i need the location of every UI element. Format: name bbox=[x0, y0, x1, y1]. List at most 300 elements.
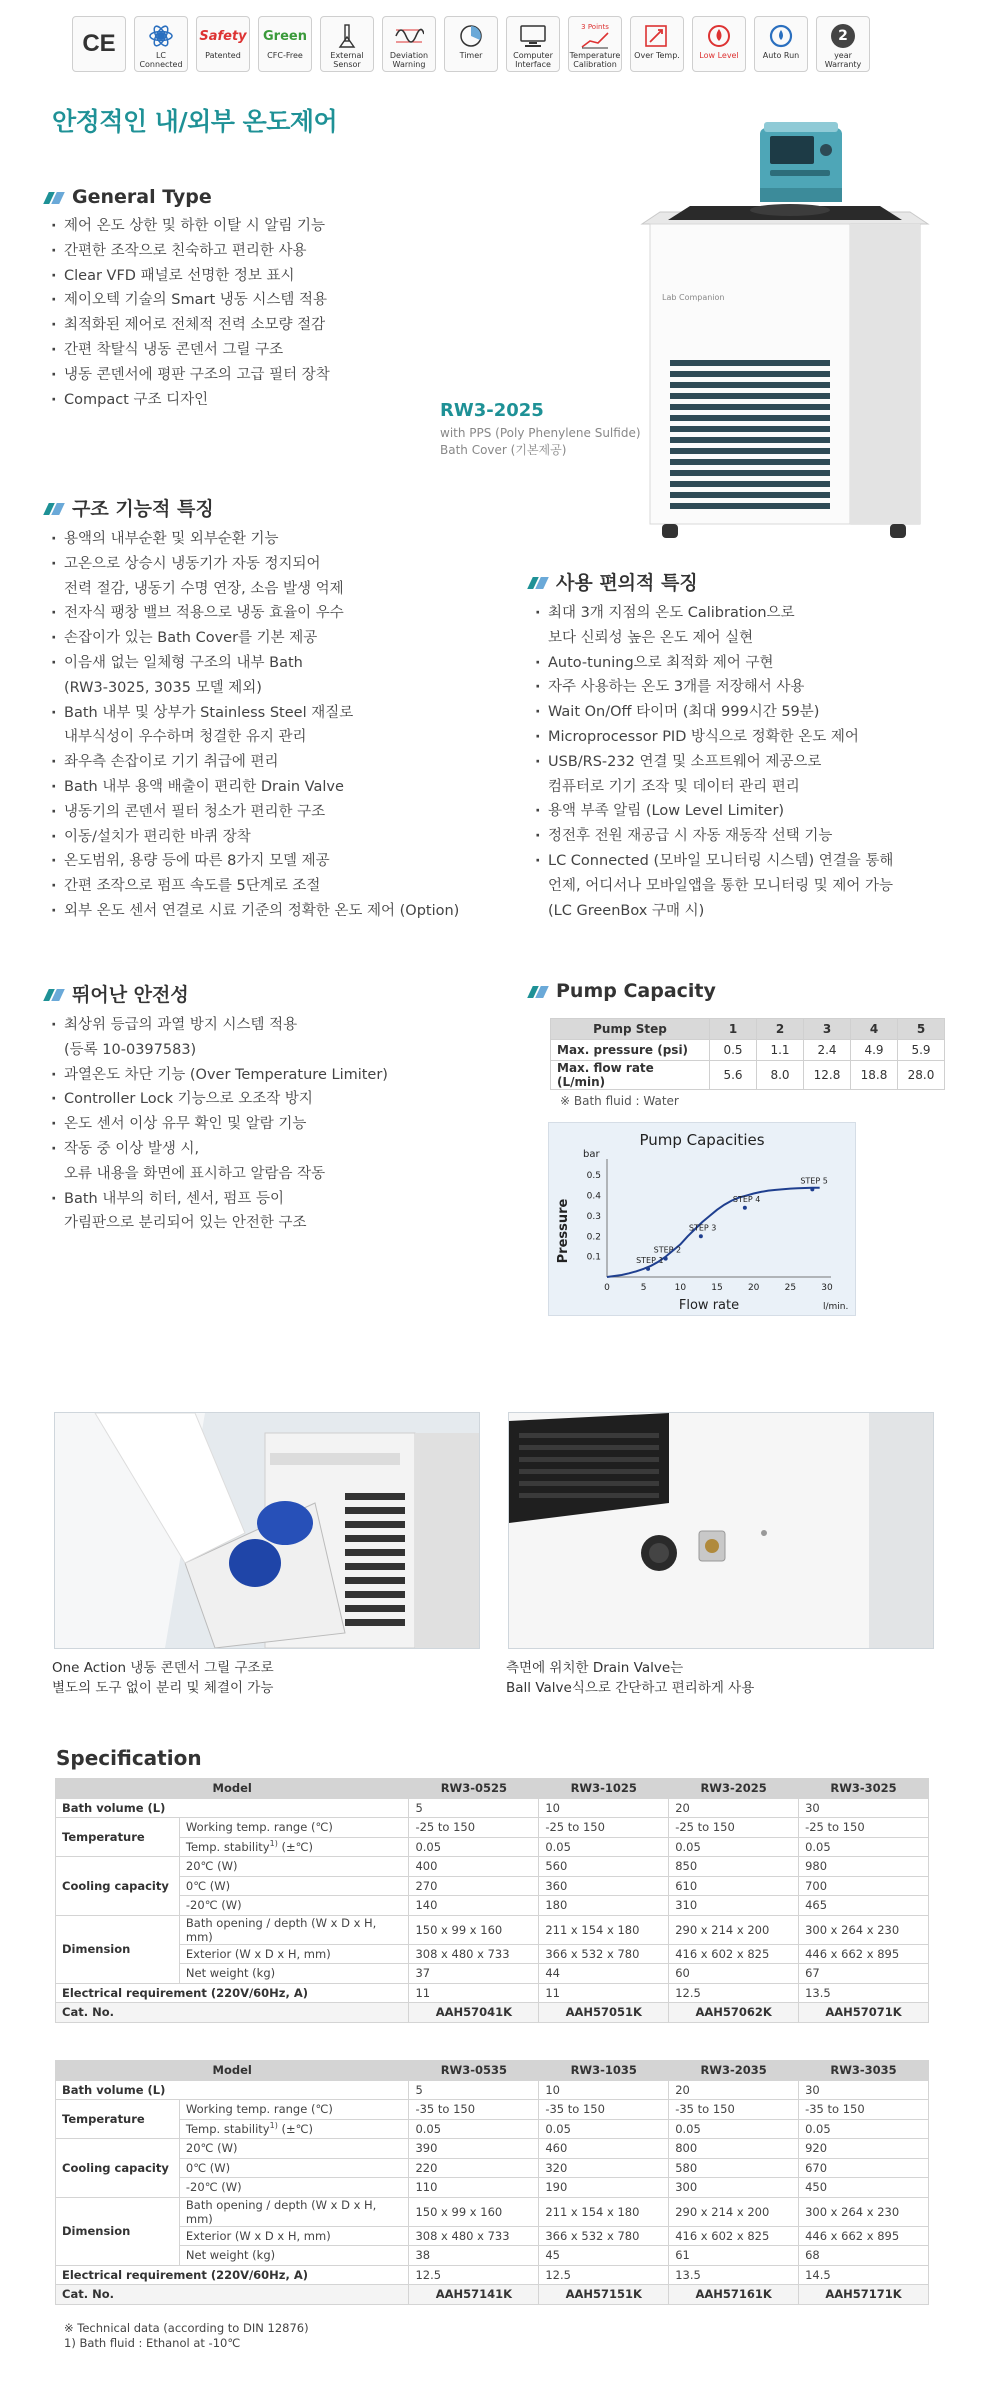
model-name: RW3-3025 bbox=[799, 1779, 929, 1799]
table-cell: 28.0 bbox=[898, 1061, 945, 1090]
list-item-line: · 이음새 없는 일체형 구조의 내부 Bath bbox=[64, 654, 303, 671]
product-brand: Lab Companion bbox=[662, 293, 725, 302]
table-row bbox=[551, 1040, 945, 1061]
table-cell: 300 x 264 x 230 bbox=[799, 1915, 929, 1944]
auto-run-icon: Auto Run bbox=[754, 16, 808, 72]
table-cell: 180 bbox=[539, 1896, 669, 1916]
x-tick-label: 10 bbox=[674, 1283, 687, 1293]
row-header: Max. pressure (psi) bbox=[551, 1040, 710, 1061]
table-cell: 18.8 bbox=[851, 1061, 898, 1090]
y-unit: bar bbox=[583, 1149, 600, 1160]
list-item bbox=[46, 849, 516, 874]
pump-table-header bbox=[551, 1019, 945, 1040]
list-item bbox=[46, 701, 516, 751]
section-mark-icon bbox=[530, 575, 548, 589]
table-row bbox=[56, 1798, 929, 1818]
row-header: Bath volume (L) bbox=[56, 2080, 409, 2100]
pump-capacity-chart bbox=[548, 1122, 856, 1316]
list-item-line: · 과열온도 차단 기능 (Over Temperature Limiter) bbox=[64, 1066, 388, 1083]
model-name: RW3-0535 bbox=[409, 2061, 539, 2081]
table-row bbox=[56, 1876, 929, 1896]
step-point bbox=[810, 1187, 814, 1191]
list-item-line: 컴퓨터로 기기 조작 및 데이터 관리 편리 bbox=[548, 778, 800, 795]
list-item-line: · 온도범위, 용량 등에 따른 8가지 모델 제공 bbox=[64, 853, 330, 870]
list-item bbox=[530, 750, 970, 800]
list-item bbox=[530, 700, 970, 725]
page-title: 안정적인 내/외부 온도제어 bbox=[52, 107, 338, 136]
table-row bbox=[56, 2100, 929, 2120]
row-header: Cooling capacity bbox=[56, 1857, 180, 1916]
cat-number: AAH57051K bbox=[539, 2003, 669, 2023]
table-cell: 0.05 bbox=[669, 1837, 799, 1857]
list-item bbox=[46, 1187, 486, 1237]
pump-step-3: 3 bbox=[804, 1019, 851, 1040]
convenience-section bbox=[530, 568, 970, 923]
table-cell: 416 x 602 x 825 bbox=[669, 1944, 799, 1964]
x-axis-label: Flow rate bbox=[678, 1298, 740, 1313]
list-item-line: 내부식성이 우수하며 청결한 유지 관리 bbox=[64, 729, 307, 746]
row-header: Dimension bbox=[56, 2197, 180, 2265]
list-item: · 제어 온도 상한 및 하한 이탈 시 알림 기능 bbox=[46, 214, 446, 239]
list-item bbox=[530, 675, 970, 700]
safety-title: 뛰어난 안전성 bbox=[72, 984, 189, 1006]
row-subheader: Bath opening / depth (W x D x H, mm) bbox=[179, 1915, 409, 1944]
list-item: · 간편 착탈식 냉동 콘덴서 그릴 구조 bbox=[46, 338, 446, 363]
step-label: STEP 1 bbox=[636, 1255, 664, 1265]
table-cell: -35 to 150 bbox=[409, 2100, 539, 2120]
list-item-line: 가림판으로 분리되어 있는 안전한 구조 bbox=[64, 1215, 307, 1232]
table-cell: 13.5 bbox=[669, 2265, 799, 2285]
pump-section bbox=[530, 980, 716, 1002]
table-cell: -25 to 150 bbox=[539, 1818, 669, 1838]
table-cell: 13.5 bbox=[799, 1983, 929, 2003]
deviation-warning-icon: Deviation Warning bbox=[382, 16, 436, 72]
list-item-line: · 최상위 등급의 과열 방지 시스템 적용 bbox=[64, 1017, 298, 1033]
structure-title: 구조 기능적 특징 bbox=[72, 498, 214, 520]
list-item-line: · 전자식 팽창 밸브 적용으로 냉동 효율이 우수 bbox=[64, 605, 344, 622]
table-cell: 390 bbox=[409, 2139, 539, 2159]
external-sensor-icon: External Sensor bbox=[320, 16, 374, 72]
product-label bbox=[440, 400, 641, 459]
list-item-line: · 고온으로 상승시 냉동기가 자동 정지되어 bbox=[64, 555, 321, 572]
list-item-line: · 이동/설치가 편리한 바퀴 장착 bbox=[64, 828, 251, 845]
pump-note: ※ Bath fluid : Water bbox=[560, 1094, 679, 1108]
list-item bbox=[46, 1087, 486, 1112]
footnote-marker: 1) bbox=[269, 1839, 278, 1849]
table-cell: 12.8 bbox=[804, 1061, 851, 1090]
table-row bbox=[56, 2158, 929, 2178]
table-cell: 5 bbox=[409, 1798, 539, 1818]
table-cell: 8.0 bbox=[757, 1061, 804, 1090]
row-subheader: Working temp. range (℃) bbox=[179, 2100, 409, 2120]
green-cfc-free-icon: Green CFC-Free bbox=[258, 16, 312, 72]
table-cell: 308 x 480 x 733 bbox=[409, 2226, 539, 2246]
table-cell: -35 to 150 bbox=[669, 2100, 799, 2120]
step-point bbox=[664, 1257, 668, 1261]
table-cell: 446 x 662 x 895 bbox=[799, 2226, 929, 2246]
chart-title: Pump Capacities bbox=[639, 1131, 765, 1149]
table-cell: 465 bbox=[799, 1896, 929, 1916]
table-row bbox=[56, 1983, 929, 2003]
table-cell: 0.05 bbox=[409, 1837, 539, 1857]
y-tick-label: 0.3 bbox=[586, 1211, 601, 1222]
table-cell: 610 bbox=[669, 1876, 799, 1896]
list-item bbox=[46, 800, 516, 825]
list-item bbox=[530, 824, 970, 849]
feature-icon-row bbox=[72, 16, 870, 72]
list-item-line: 언제, 어디서나 모바일앱을 통한 모니터링 및 제어 가능 bbox=[548, 877, 894, 894]
list-item-line: · Bath 내부 용액 배출이 편리한 Drain Valve bbox=[64, 778, 344, 795]
list-item-line: · 좌우측 손잡이로 기기 취급에 편리 bbox=[64, 754, 279, 771]
table-cell: 11 bbox=[409, 1983, 539, 2003]
row-header: Cooling capacity bbox=[56, 2139, 180, 2198]
step-label: STEP 3 bbox=[688, 1223, 717, 1233]
table-cell: 310 bbox=[669, 1896, 799, 1916]
row-subheader: -20℃ (W) bbox=[179, 1896, 409, 1916]
list-item bbox=[530, 799, 970, 824]
row-subheader: Exterior (W x D x H, mm) bbox=[179, 1944, 409, 1964]
row-header: Dimension bbox=[56, 1915, 180, 1983]
convenience-list bbox=[530, 601, 970, 923]
condenser-grille-photo bbox=[54, 1412, 480, 1649]
table-cell: -25 to 150 bbox=[799, 1818, 929, 1838]
section-mark-icon bbox=[46, 987, 64, 1001]
table-cell: 0.05 bbox=[669, 2119, 799, 2139]
table-cell: 0.05 bbox=[539, 2119, 669, 2139]
table-cell: 30 bbox=[799, 1798, 929, 1818]
table-row bbox=[56, 2178, 929, 2198]
row-subheader: 20℃ (W) bbox=[179, 1857, 409, 1877]
model-name: RW3-1025 bbox=[539, 1779, 669, 1799]
y-axis-label: Pressure bbox=[556, 1198, 571, 1264]
list-item bbox=[46, 899, 516, 924]
table-cell: 800 bbox=[669, 2139, 799, 2159]
over-temp-icon: Over Temp. bbox=[630, 16, 684, 72]
table-cell: 10 bbox=[539, 1798, 669, 1818]
table-row bbox=[551, 1061, 945, 1090]
table-row bbox=[56, 2003, 929, 2023]
table-cell: 850 bbox=[669, 1857, 799, 1877]
product-sub-1: with PPS (Poly Phenylene Sulfide) bbox=[440, 426, 641, 440]
list-item bbox=[46, 750, 516, 775]
table-row bbox=[56, 2197, 929, 2226]
general-type-list bbox=[46, 214, 446, 412]
product-sub-2: Bath Cover (기본제공) bbox=[440, 443, 567, 457]
pump-step-4: 4 bbox=[851, 1019, 898, 1040]
list-item: · 제이오텍 기술의 Smart 냉동 시스템 적용 bbox=[46, 288, 446, 313]
table-cell: 150 x 99 x 160 bbox=[409, 2197, 539, 2226]
step-point bbox=[646, 1267, 650, 1271]
step-point bbox=[743, 1206, 747, 1210]
row-subheader: 20℃ (W) bbox=[179, 2139, 409, 2159]
row-header: Electrical requirement (220V/60Hz, A) bbox=[56, 1983, 409, 2003]
x-tick-label: 20 bbox=[747, 1283, 760, 1293]
convenience-title: 사용 편의적 특징 bbox=[556, 572, 698, 594]
table-cell: 980 bbox=[799, 1857, 929, 1877]
table-cell: 5.9 bbox=[898, 1040, 945, 1061]
list-item-line: · 외부 온도 센서 연결로 시료 기준의 정확한 온도 제어 (Option) bbox=[64, 902, 460, 919]
list-item-line: 전력 절감, 냉동기 수명 연장, 소음 발생 억제 bbox=[64, 580, 344, 597]
list-item bbox=[46, 601, 516, 626]
row-subheader: 0℃ (W) bbox=[179, 1876, 409, 1896]
table-row bbox=[56, 1915, 929, 1944]
list-item bbox=[530, 601, 970, 651]
table-cell: 366 x 532 x 780 bbox=[539, 2226, 669, 2246]
list-item-line: 보다 신뢰성 높은 온도 제어 실현 bbox=[548, 629, 754, 646]
temp-stability-unit: (±℃) bbox=[277, 2122, 314, 2137]
table-cell: 416 x 602 x 825 bbox=[669, 2226, 799, 2246]
temp-stability-label: Temp. stability bbox=[185, 2122, 270, 2137]
table-cell: 68 bbox=[799, 2246, 929, 2266]
cat-number: AAH57161K bbox=[669, 2285, 799, 2305]
table-cell: 4.9 bbox=[851, 1040, 898, 1061]
y-tick-label: 0.4 bbox=[586, 1191, 601, 1202]
table-row bbox=[56, 2139, 929, 2159]
timer-icon: Timer bbox=[444, 16, 498, 72]
structure-list bbox=[46, 527, 516, 924]
table-row bbox=[56, 2246, 929, 2266]
list-item: · 냉동 콘덴서에 평판 구조의 고급 필터 장착 bbox=[46, 363, 446, 388]
table-cell: 12.5 bbox=[409, 2265, 539, 2285]
footnote-marker: 1) bbox=[269, 2121, 278, 2131]
table-row bbox=[56, 2285, 929, 2305]
table-cell: 38 bbox=[409, 2246, 539, 2266]
row-header: Temperature bbox=[56, 1818, 180, 1857]
table-cell: 211 x 154 x 180 bbox=[539, 2197, 669, 2226]
list-item-line: · 용액 부족 알림 (Low Level Limiter) bbox=[548, 803, 785, 820]
table-cell: 270 bbox=[409, 1876, 539, 1896]
step-point bbox=[699, 1234, 703, 1238]
model-name: RW3-1035 bbox=[539, 2061, 669, 2081]
table-cell: 320 bbox=[539, 2158, 669, 2178]
x-tick-label: 15 bbox=[711, 1283, 723, 1293]
row-subheader: Bath opening / depth (W x D x H, mm) bbox=[179, 2197, 409, 2226]
table-cell: 0.5 bbox=[710, 1040, 757, 1061]
table-cell: 61 bbox=[669, 2246, 799, 2266]
list-item bbox=[46, 527, 516, 552]
x-tick-label: 5 bbox=[640, 1283, 647, 1293]
photo1-caption: One Action 냉동 콘덴서 그릴 구조로 별도의 도구 없이 분리 및 체결이 가능 bbox=[52, 1660, 274, 1696]
row-subheader: -20℃ (W) bbox=[179, 2178, 409, 2198]
table-cell: 300 bbox=[669, 2178, 799, 2198]
model-header: Model bbox=[56, 2061, 409, 2081]
list-item-line: · 손잡이가 있는 Bath Cover를 기본 제공 bbox=[64, 630, 318, 647]
row-header: Electrical requirement (220V/60Hz, A) bbox=[56, 2265, 409, 2285]
pump-step-header: Pump Step bbox=[551, 1019, 710, 1040]
photo2-caption: 측면에 위치한 Drain Valve는 Ball Valve식으로 간단하고 편리하게 사용 bbox=[506, 1660, 755, 1696]
list-item-line: · Auto-tuning으로 최적화 제어 구현 bbox=[548, 654, 774, 671]
list-item-line: · Microprocessor PID 방식으로 정확한 온도 제어 bbox=[548, 728, 859, 745]
table-cell: 0.05 bbox=[799, 2119, 929, 2139]
list-item-line: · 냉동기의 콘덴서 필터 청소가 편리한 구조 bbox=[64, 803, 326, 820]
table-cell: 0.05 bbox=[409, 2119, 539, 2139]
table-cell: -35 to 150 bbox=[539, 2100, 669, 2120]
list-item bbox=[46, 626, 516, 651]
list-item-line: · Bath 내부 및 상부가 Stainless Steel 재질로 bbox=[64, 704, 354, 721]
model-name: RW3-3035 bbox=[799, 2061, 929, 2081]
y-tick-label: 0.2 bbox=[586, 1232, 601, 1243]
y-tick-label: 0.5 bbox=[586, 1171, 601, 1182]
table-row bbox=[56, 2080, 929, 2100]
list-item: · 최적화된 제어로 전체적 전력 소모량 절감 bbox=[46, 313, 446, 338]
section-mark-icon bbox=[530, 984, 548, 998]
row-header: Cat. No. bbox=[56, 2285, 409, 2305]
table-cell: 460 bbox=[539, 2139, 669, 2159]
spec-footnotes bbox=[64, 2321, 309, 2351]
lc-connected-icon: LC Connected bbox=[134, 16, 188, 72]
list-item: · Clear VFD 패널로 선명한 정보 표시 bbox=[46, 264, 446, 289]
table-row bbox=[56, 1818, 929, 1838]
table-cell: 67 bbox=[799, 1964, 929, 1984]
table-cell: 446 x 662 x 895 bbox=[799, 1944, 929, 1964]
model-name: RW3-0525 bbox=[409, 1779, 539, 1799]
step-label: STEP 5 bbox=[800, 1176, 828, 1186]
step-label: STEP 2 bbox=[653, 1245, 682, 1255]
list-item-line: · 간편 조작으로 펌프 속도를 5단계로 조절 bbox=[64, 878, 321, 895]
list-item bbox=[46, 825, 516, 850]
row-header: Bath volume (L) bbox=[56, 1798, 409, 1818]
computer-interface-icon: Computer Interface bbox=[506, 16, 560, 72]
table-cell: -35 to 150 bbox=[799, 2100, 929, 2120]
table-cell: 1.1 bbox=[757, 1040, 804, 1061]
table-cell: 400 bbox=[409, 1857, 539, 1877]
footnote-1: ※ Technical data (according to DIN 12876) bbox=[64, 2321, 309, 2335]
step-label: STEP 4 bbox=[732, 1194, 761, 1204]
list-item bbox=[530, 849, 970, 923]
cat-number: AAH57151K bbox=[539, 2285, 669, 2305]
pump-title: Pump Capacity bbox=[556, 980, 716, 1002]
table-row bbox=[56, 2265, 929, 2285]
table-cell: 700 bbox=[799, 1876, 929, 1896]
row-subheader: Exterior (W x D x H, mm) bbox=[179, 2226, 409, 2246]
table-cell: 12.5 bbox=[539, 2265, 669, 2285]
list-item bbox=[46, 1013, 486, 1063]
temperature-calibration-icon: 3 Points Temperature Calibration bbox=[568, 16, 622, 72]
safety-patented-icon: Safety Patented bbox=[196, 16, 250, 72]
temp-stability-label: Temp. stability bbox=[185, 1840, 270, 1855]
list-item-line: · 최대 3개 지점의 온도 Calibration으로 bbox=[548, 605, 795, 621]
product-model: RW3-2025 bbox=[440, 400, 544, 421]
table-cell: -25 to 150 bbox=[669, 1818, 799, 1838]
row-subheader: Net weight (kg) bbox=[179, 1964, 409, 1984]
product-image bbox=[640, 120, 930, 545]
table-cell: 140 bbox=[409, 1896, 539, 1916]
section-mark-icon bbox=[46, 501, 64, 515]
pump-step-2: 2 bbox=[757, 1019, 804, 1040]
footnote-2: 1) Bath fluid : Ethanol at -10℃ bbox=[64, 2336, 241, 2350]
structure-section bbox=[46, 494, 516, 924]
table-row bbox=[56, 1779, 929, 1799]
table-cell: 12.5 bbox=[669, 1983, 799, 2003]
row-header: Max. flow rate (L/min) bbox=[551, 1061, 710, 1090]
list-item bbox=[46, 775, 516, 800]
pump-step-5: 5 bbox=[898, 1019, 945, 1040]
table-row bbox=[56, 1944, 929, 1964]
general-type-section bbox=[46, 186, 446, 412]
row-subheader bbox=[179, 2119, 409, 2139]
table-cell: 190 bbox=[539, 2178, 669, 2198]
cat-number: AAH57141K bbox=[409, 2285, 539, 2305]
ce-mark: CE bbox=[82, 30, 116, 57]
table-row bbox=[56, 1964, 929, 1984]
safety-section bbox=[46, 980, 486, 1236]
x-tick-label: 0 bbox=[604, 1283, 610, 1293]
list-item-line: (등록 10-0397583) bbox=[64, 1041, 197, 1058]
table-cell: -25 to 150 bbox=[409, 1818, 539, 1838]
pump-step-1: 1 bbox=[710, 1019, 757, 1040]
table-cell: 670 bbox=[799, 2158, 929, 2178]
cat-number: AAH57071K bbox=[799, 2003, 929, 2023]
list-item-line: · 자주 사용하는 온도 3개를 저장해서 사용 bbox=[548, 679, 805, 696]
table-cell: 5 bbox=[409, 2080, 539, 2100]
table-cell: 560 bbox=[539, 1857, 669, 1877]
table-cell: 5.6 bbox=[710, 1061, 757, 1090]
row-header: Temperature bbox=[56, 2100, 180, 2139]
table-cell: 450 bbox=[799, 2178, 929, 2198]
x-unit: l/min. bbox=[823, 1302, 849, 1312]
table-row bbox=[56, 2061, 929, 2081]
low-level-icon: Low Level bbox=[692, 16, 746, 72]
table-cell: 20 bbox=[669, 2080, 799, 2100]
list-item bbox=[46, 874, 516, 899]
table-cell: 60 bbox=[669, 1964, 799, 1984]
table-cell: 366 x 532 x 780 bbox=[539, 1944, 669, 1964]
y-tick-label: 0.1 bbox=[586, 1252, 601, 1263]
table-row bbox=[56, 2119, 929, 2139]
table-cell: 2.4 bbox=[804, 1040, 851, 1061]
table-cell: 11 bbox=[539, 1983, 669, 2003]
row-subheader: 0℃ (W) bbox=[179, 2158, 409, 2178]
table-cell: 37 bbox=[409, 1964, 539, 1984]
table-cell: 20 bbox=[669, 1798, 799, 1818]
table-cell: 211 x 154 x 180 bbox=[539, 1915, 669, 1944]
x-tick-label: 25 bbox=[784, 1283, 797, 1293]
ce-icon bbox=[72, 16, 126, 72]
general-type-title: General Type bbox=[72, 186, 212, 208]
list-item-line: · Bath 내부의 히터, 센서, 펌프 등이 bbox=[64, 1190, 285, 1207]
table-cell: 14.5 bbox=[799, 2265, 929, 2285]
table-cell: 360 bbox=[539, 1876, 669, 1896]
row-header: Cat. No. bbox=[56, 2003, 409, 2023]
table-cell: 0.05 bbox=[539, 1837, 669, 1857]
table-row bbox=[56, 1896, 929, 1916]
list-item: · 간편한 조작으로 친숙하고 편리한 사용 bbox=[46, 239, 446, 264]
table-cell: 45 bbox=[539, 2246, 669, 2266]
section-mark-icon bbox=[46, 190, 64, 204]
spec-title: Specification bbox=[56, 1746, 202, 1770]
list-item bbox=[46, 1112, 486, 1137]
row-subheader bbox=[179, 1837, 409, 1857]
table-cell: 308 x 480 x 733 bbox=[409, 1944, 539, 1964]
list-item bbox=[46, 651, 516, 701]
temp-stability-unit: (±℃) bbox=[277, 1840, 314, 1855]
table-row bbox=[56, 1857, 929, 1877]
model-name: RW3-2025 bbox=[669, 1779, 799, 1799]
year-warranty-icon: 2 year Warranty bbox=[816, 16, 870, 72]
table-row bbox=[56, 1837, 929, 1857]
table-cell: 300 x 264 x 230 bbox=[799, 2197, 929, 2226]
spec-table-1 bbox=[55, 1778, 929, 2023]
row-subheader: Working temp. range (℃) bbox=[179, 1818, 409, 1838]
list-item bbox=[46, 552, 516, 602]
list-item: · Compact 구조 디자인 bbox=[46, 388, 446, 413]
drain-valve-photo bbox=[508, 1412, 934, 1649]
spec-table-2 bbox=[55, 2060, 929, 2305]
table-cell: 30 bbox=[799, 2080, 929, 2100]
cat-number: AAH57171K bbox=[799, 2285, 929, 2305]
table-cell: 150 x 99 x 160 bbox=[409, 1915, 539, 1944]
table-cell: 580 bbox=[669, 2158, 799, 2178]
